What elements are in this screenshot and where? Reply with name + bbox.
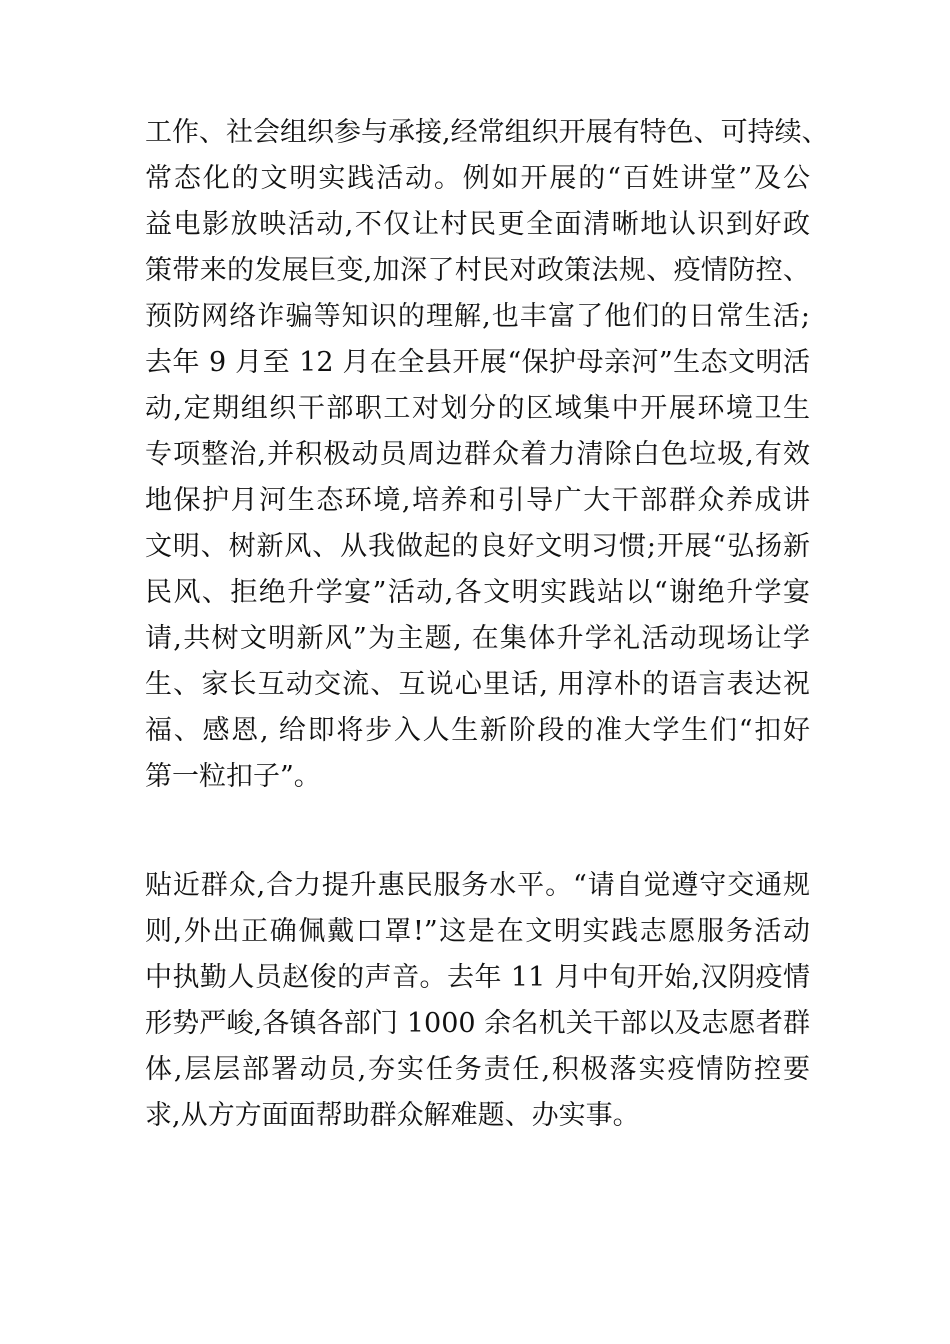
text-line: 求,从方方面面帮助群众解难题、办实事。 bbox=[145, 1100, 640, 1131]
paragraph-civilization-activities bbox=[145, 110, 829, 800]
text-line: 文明、树新风、从我做起的良好文明习惯;开展“弘扬新 bbox=[145, 531, 810, 562]
text-line: 则,外出正确佩戴口罩!”这是在文明实践志愿服务活动 bbox=[145, 916, 810, 947]
text-line: 工作、社会组织参与承接,经常组织开展有特色、可持续、 bbox=[145, 117, 829, 148]
text-line: 常态化的文明实践活动。例如开展的“百姓讲堂”及公 bbox=[145, 163, 810, 194]
text-line: 去年 9 月至 12 月在全县开展“保护母亲河”生态文明活 bbox=[145, 347, 810, 378]
text-line: 福、感恩, 给即将步入人生新阶段的准大学生们“扣好 bbox=[145, 715, 810, 746]
text-line: 策带来的发展巨变,加深了村民对政策法规、疫情防控、 bbox=[145, 255, 810, 286]
text-line: 民风、拒绝升学宴”活动,各文明实践站以“谢绝升学宴 bbox=[145, 577, 810, 608]
text-line: 预防网络诈骗等知识的理解,也丰富了他们的日常生活; bbox=[145, 301, 810, 332]
text-line: 形势严峻,各镇各部门 1000 余名机关干部以及志愿者群 bbox=[145, 1008, 810, 1039]
text-line: 动,定期组织干部职工对划分的区域集中开展环境卫生 bbox=[145, 393, 810, 424]
document-body bbox=[145, 110, 829, 1139]
text-line: 生、家长互动交流、互说心里话, 用淳朴的语言表达祝 bbox=[145, 669, 810, 700]
text-line: 中执勤人员赵俊的声音。去年 11 月中旬开始,汉阴疫情 bbox=[145, 962, 810, 993]
text-line: 益电影放映活动,不仅让村民更全面清晰地认识到好政 bbox=[145, 209, 810, 240]
paragraph-public-service bbox=[145, 863, 810, 1139]
text-line: 体,层层部署动员,夯实任务责任,积极落实疫情防控要 bbox=[145, 1054, 810, 1085]
text-line: 请,共树文明新风”为主题, 在集体升学礼活动现场让学 bbox=[145, 623, 810, 654]
text-line: 第一粒扣子”。 bbox=[145, 761, 321, 792]
text-line: 专项整治,并积极动员周边群众着力清除白色垃圾,有效 bbox=[145, 439, 810, 470]
text-line: 地保护月河生态环境,培养和引导广大干部群众养成讲 bbox=[145, 485, 810, 516]
paragraph-spacer bbox=[145, 800, 810, 863]
text-line: 贴近群众,合力提升惠民服务水平。“请自觉遵守交通规 bbox=[145, 870, 810, 901]
